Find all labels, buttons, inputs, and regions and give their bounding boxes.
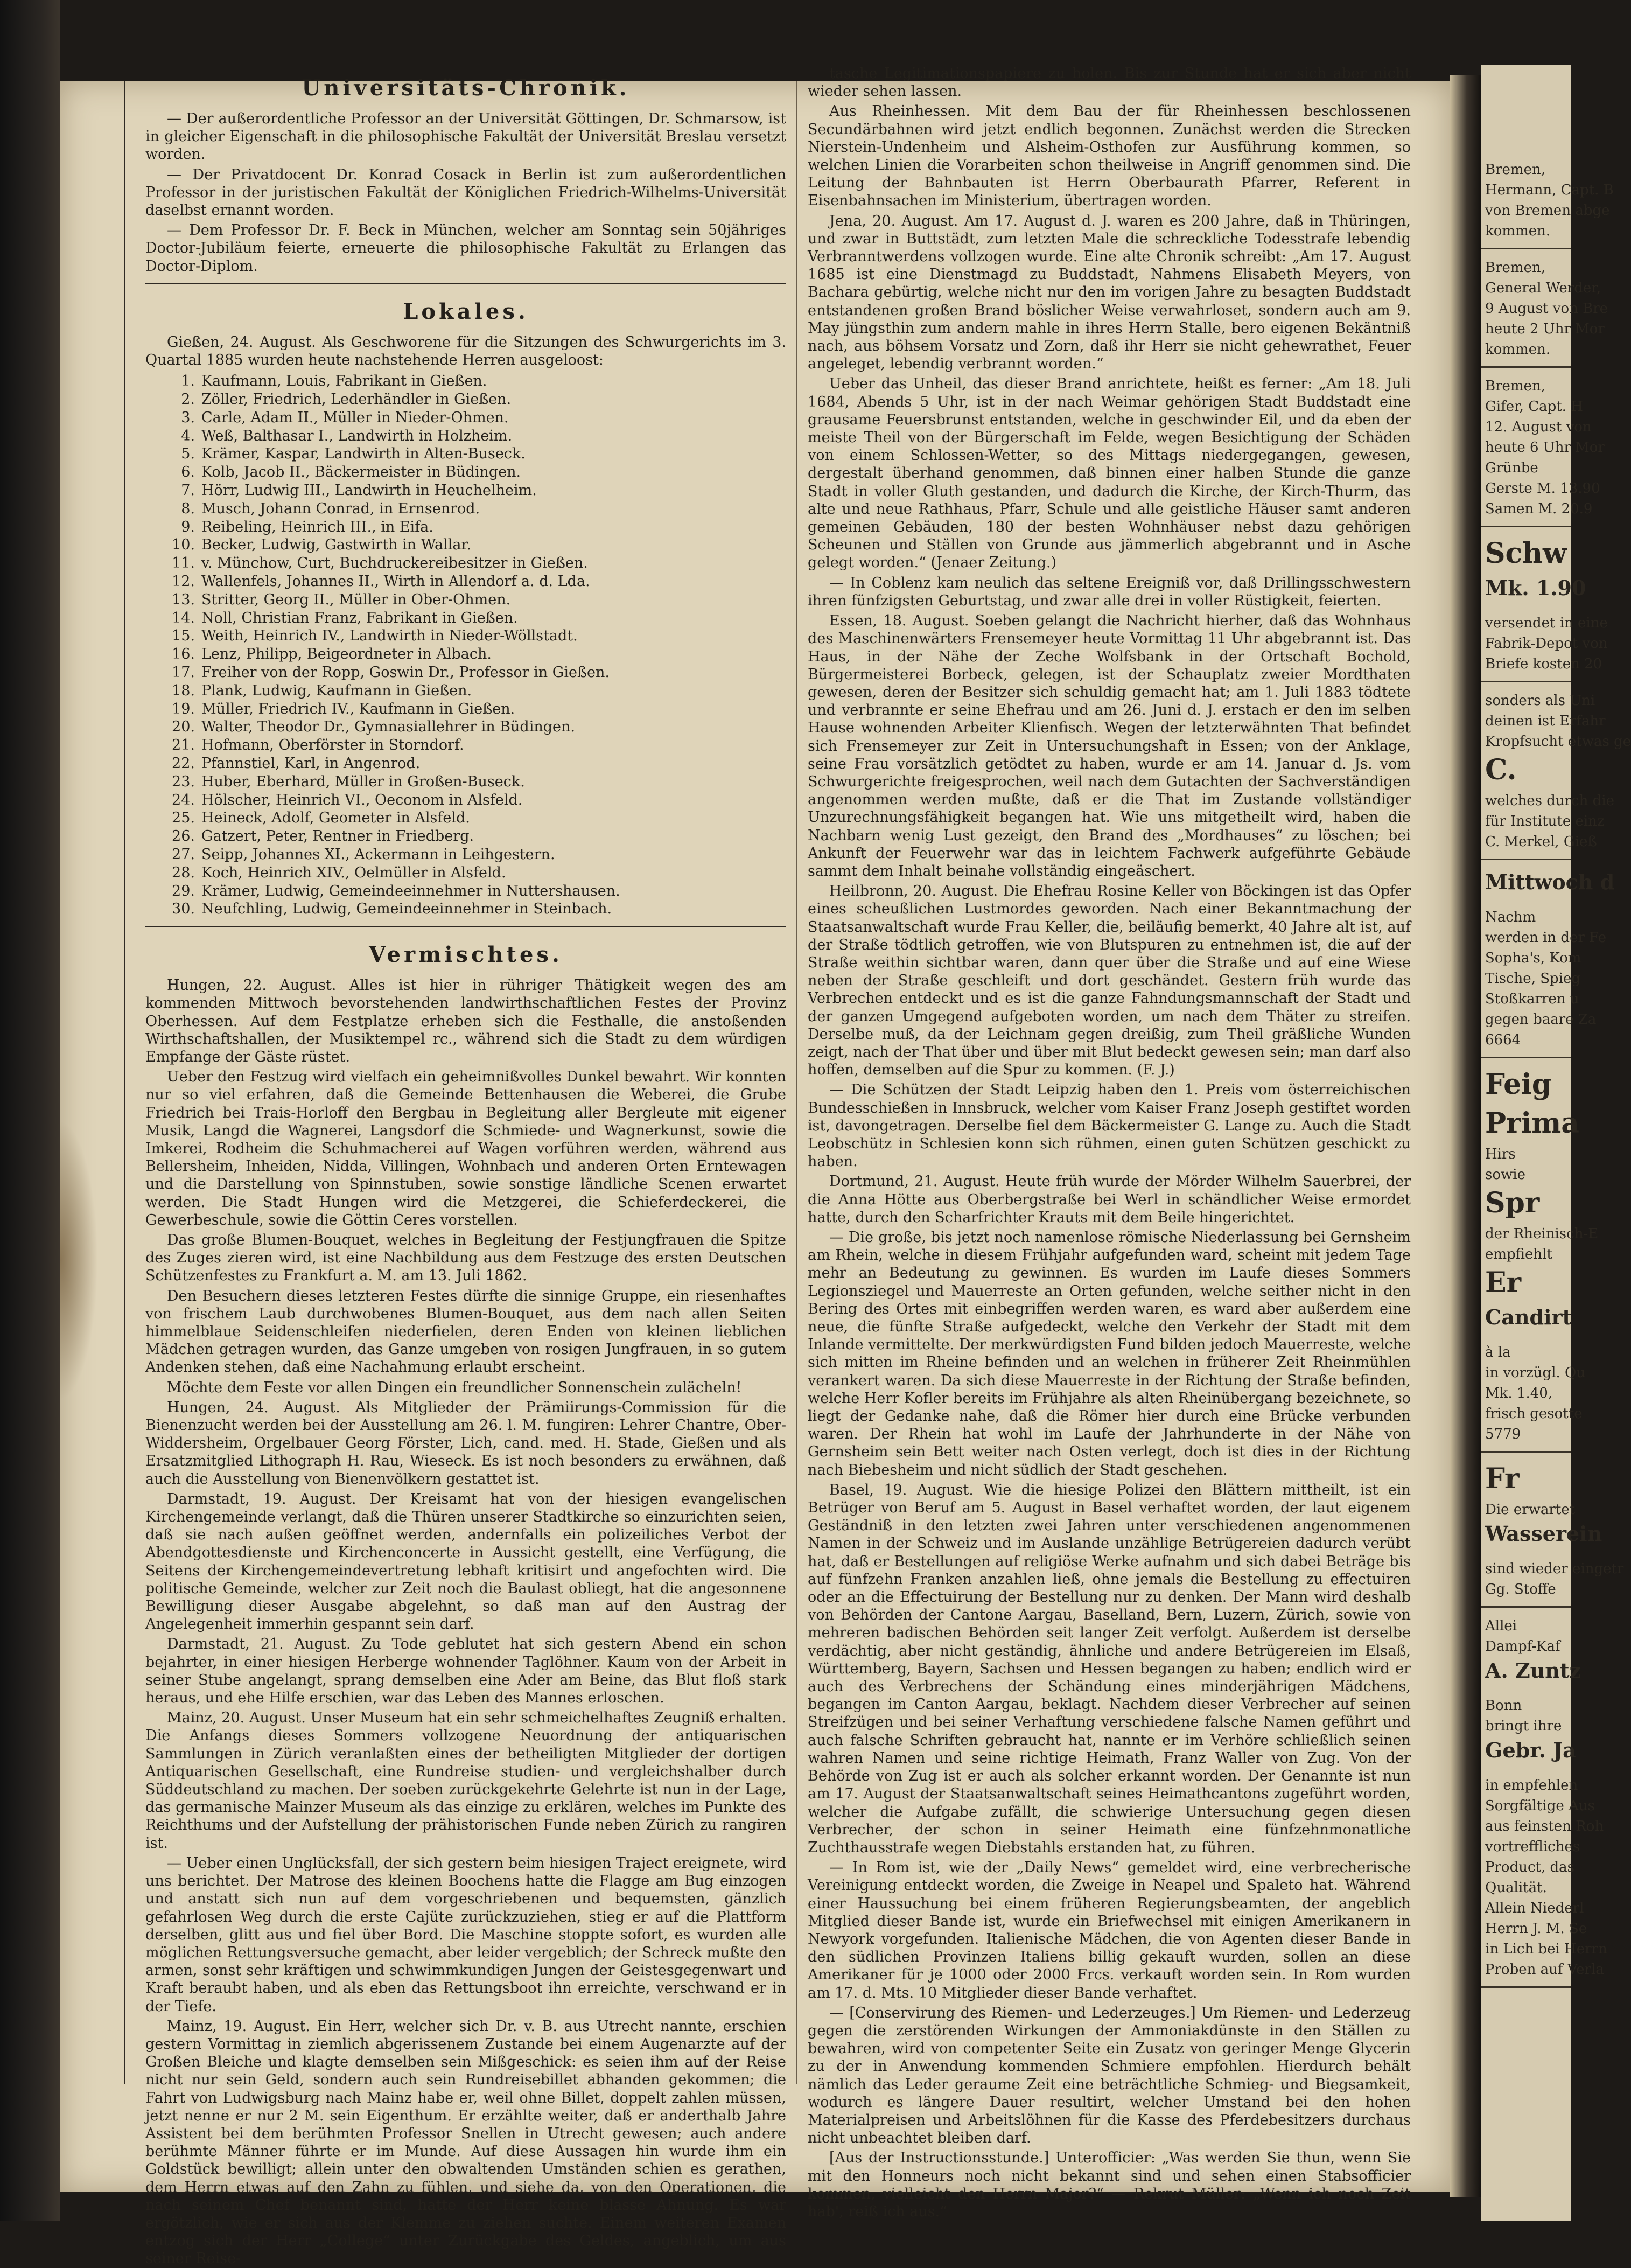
article-paragraph: — Ueber einen Unglücksfall, der sich gestern beim hiesigen Traject ereignete, wird uns berichtet. Der Matrose des kleinen Boochens hatte die Flagge am Bug einzogen und anstatt sich nun auf dem vorgeschriebenen und bequemsten, gänzlich gefahrlosen Weg durch die erste Cajüte zurückzuziehen, stieg er auf die Plattform derselben, glitt aus und fiel über Bord. Die Maschine stoppte sofort, es wurden alle möglichen Rettungsversuche gemacht, aber leider vergeblich; der Schreck mußte den armen, sonst sehr kräftigen und schwimmkundigen Jungen der Geistesgegenwart und Kraft beraubt haben, und als eben das Rettungsboot ihn erreichte, verschwand er in der Tiefe. <box>145 1854 786 2015</box>
juror-entry <box>167 700 786 718</box>
juror-name: v. Münchow, Curt, Buchdruckereibesitzer in Gießen. <box>201 555 588 572</box>
strip-rule <box>1481 526 1571 527</box>
strip-text: Bonn <box>1485 1698 1522 1714</box>
strip-text: Bremen, <box>1485 162 1545 178</box>
juror-number: 11. <box>172 555 195 572</box>
juror-name: Seipp, Johannes XI., Ackermann in Leihgestern. <box>201 846 555 863</box>
strip-text: Bremen, <box>1485 378 1545 394</box>
juror-number: 6. <box>181 464 195 481</box>
juror-number: 12. <box>172 573 195 590</box>
juror-name: Müller, Friedrich IV., Kaufmann in Gießen. <box>201 700 515 717</box>
strip-text: von Bremen abge <box>1485 203 1610 219</box>
book-binding <box>0 0 60 2221</box>
juror-number: 10. <box>172 536 195 554</box>
juror-number: 20. <box>172 718 195 736</box>
vermischtes-heading: Vermischtes. <box>369 942 563 968</box>
juror-number: 15. <box>172 627 195 645</box>
strip-text: C. <box>1485 753 1517 786</box>
juror-entry <box>167 390 786 409</box>
strip-text: kommen. <box>1485 341 1551 358</box>
juror-name: Gatzert, Peter, Rentner in Friedberg. <box>201 828 474 845</box>
article-paragraph: Basel, 19. August. Wie die hiesige Polizei den Blättern mittheilt, ist ein Betrüger von Beruf am 5. August in Basel verhaftet worden, der laut eigenem Geständniß in den letzten zwei Jahren unter verschiedenen angenommenen Namen in der Schweiz und im Auslande unzählige Betrügereien dadurch verübt hat, daß er Bestellungen auf religiöse Werke aufnahm und sich dabei Beträge bis auf fünfzehn Franken anzahlen ließ, ohne jemals die Bestellung zu effectuiren oder an die Effectuirung der Bestellung nur zu denken. Der Mann wird deshalb von Behörden der Cantone Aargau, Baselland, Bern, Luzern, Zürich, sowie von mehreren badischen Behörden seit langer Zeit verfolgt. Außerdem ist derselbe verdächtig, aber nicht geständig, ähnliche und andere Betrügereien im Elsaß, Württemberg, Bayern, Sachsen und Hessen begangen zu haben; endlich wird er auch des Verbrechens der Schändung eines minderjährigen Mädchens, begangen im Canton Aargau, beklagt. Nachdem dieser Verbrecher auf seinen Streifzügen und bei seiner Verhaftung verschiedene falsche Namen geführt und auch falsche Schriften gebraucht hat, nannte er im Verhöre schließlich seinen wahren Namen und seine richtige Heimath, Franz Waller von Zug. Von der Behörde von Zug ist er auch als solcher erkannt worden. Der Genannte ist nun am 17. August der Staatsanwaltschaft seines Heimathcantons zugeführt worden, welcher die Aufgabe zufällt, die schwierige Untersuchung gegen diesen Verbrecher, der schon in seiner Heimath eine fünfzehnmonatliche Zuchthausstrafe wegen Diebstahls erstanden hat, zu führen. <box>808 1481 1411 1856</box>
strip-text: sowie <box>1485 1167 1525 1183</box>
article-paragraph: — [Conservirung des Riemen- und Lederzeuges.] Um Riemen- und Lederzeug gegen die zerstörenden Wirkungen der Ammoniakdünste in den Ställen zu bewahren, wird von competenter Seite ein Zusatz von geringer Menge Glycerin zu der in Anwendung kommenden Schmiere empfohlen. Hierdurch behält nämlich das Leder geraume Zeit eine beträchtliche Schmieg- und Biegsamkeit, wodurch es längere Dauer resultirt, welcher Umstand bei den hohen Materialpreisen und Arbeitslöhnen für die Kasse des Pferdebesitzers durchaus nicht unbeachtet bleiben darf. <box>808 2004 1411 2147</box>
article-paragraph: Jena, 20. August. Am 17. August d. J. waren es 200 Jahre, daß in Thüringen, und zwar in Buttstädt, zum letzten Male die schreckliche Todesstrafe lebendig Verbranntwerdens vollzogen wurde. Eine alte Chronik schreibt: „Am 17. August 1685 ist eine Dienstmagd zu Buddstadt, Nahmens Elisabeth Meyers, von Bachara gebürtig, welche nicht nur den im vorigen Jahre zu besagten Buddstadt entstandenen großen Brand böslicher Weise verwahrloset, sondern auch am 9. May jüngsthin zum andern mahle in ihres Herrn Stalle, bero eigenen Bekäntniß nach, aus böhsem Vorsatz und Zorn, daß ihr Herr sie nicht gehewrathet, Feuer angeleget, lebendig verbrannt worden.“ <box>808 212 1411 373</box>
juror-number: 17. <box>172 664 195 681</box>
juror-entry <box>167 718 786 736</box>
strip-text: in empfehlen <box>1485 1777 1578 1794</box>
juror-number: 27. <box>172 846 195 863</box>
article-paragraph: — Dem Professor Dr. F. Beck in München, welcher am Sonntag sein 50jähriges Doctor-Jubiläum feierte, erneuerte die philosophische Fakultät zu Erlangen das Doctor-Diplom. <box>145 222 786 275</box>
juror-number: 23. <box>172 773 195 790</box>
strip-text: 6664 <box>1485 1032 1521 1048</box>
strip-text: Allei <box>1485 1618 1517 1634</box>
left-column <box>145 65 786 2267</box>
strip-rule <box>1481 1057 1571 1058</box>
juror-number: 21. <box>172 737 195 754</box>
article-paragraph: Möchte dem Feste vor allen Dingen ein freundlicher Sonnenschein zulächeln! <box>167 1379 742 1396</box>
juror-number: 2. <box>181 391 195 408</box>
juror-name: Krämer, Ludwig, Gemeindeeinnehmer in Nuttershausen. <box>201 882 620 899</box>
juror-entry <box>167 372 786 390</box>
lokales-heading: Lokales. <box>403 298 529 324</box>
juror-name: Koch, Heinrich XIV., Oelmüller in Alsfeld. <box>201 864 506 881</box>
strip-text: 9 August von Bre <box>1485 301 1608 317</box>
strip-text: Stoßkarren u <box>1485 991 1579 1007</box>
strip-rule <box>1481 681 1571 682</box>
strip-text: A. Zuntz <box>1485 1658 1581 1683</box>
strip-text: für Institute einz <box>1485 813 1605 829</box>
strip-text: Hermann, Capt. B <box>1485 182 1614 198</box>
juror-name: Plank, Ludwig, Kaufmann in Gießen. <box>201 682 472 699</box>
juror-number: 26. <box>172 828 195 845</box>
article-paragraph: — Die Schützen der Stadt Leipzig haben den 1. Preis vom österreichischen Bundesschießen in Innsbruck, welcher vom Kaiser Franz Joseph gestiftet worden ist, davongetragen. Derselbe fiel dem Bäckermeister G. Lange zu. Auch die Stadt Leobschütz in Schlesien konn sich rühmen, einen guten Schützen geschickt zu haben. <box>808 1081 1411 1170</box>
juror-entry <box>167 736 786 755</box>
juror-entry <box>167 445 786 463</box>
article-paragraph: [Aus der Instructionsstunde.] Unterofficier: „Was werden Sie thun, wenn Sie mit den Honneurs noch nicht bekannt sind und sehen einen Stabsofficier kommen, vielleicht den Herrn Major?“ — Rekrut Müller: „Wenn ich noch Zeit hab', reiß ich aus.“ <box>808 2150 1411 2220</box>
article-paragraph: — Die große, bis jetzt noch namenlose römische Niederlassung bei Gernsheim am Rhein, welche in diesem Frühjahr aufgefunden ward, scheint mit jedem Tage mehr an Bedeutung zu gewinnen. Es wurden im Laufe dieses Sommers Legionsziegel und Mauerreste an Orten gefunden, welche seither nicht in den Bering des Ortes mit einbegriffen werden waren, es ward aber außerdem eine neue, die fünfte Straße aufgedeckt, welche den Verkehr der Stadt mit dem Inlande vermittelte. Der merkwürdigsten Fund bilden jedoch Mauerreste, welche sich mitten im Rheine befinden und an welchen in früherer Zeit Rheinmühlen verankert waren. Da sich diese Mauerreste in der Richtung der Straße befinden, welche Herr Kofler bereits im Frühjahre als alten Rheinübergang bezeichnete, so liegt der Gedanke nahe, daß die Römer hier durch eine Brücke verbunden waren. Der Rhein hat wohl im Laufe der Jahrhunderte in der Nähe von Gernsheim sein Bett weiter nach Osten verlegt, doch ist dies in der Richtung nach Biebesheim und nicht südlich der Stadt geschehen. <box>808 1229 1411 1478</box>
strip-text: Grünbe <box>1485 460 1538 476</box>
juror-entry <box>167 664 786 682</box>
juror-name: Hörr, Ludwig III., Landwirth in Heuchelheim. <box>201 482 537 499</box>
strip-text: Kropfsucht etwas ge <box>1485 734 1631 750</box>
strip-text: sind wieder eingetr <box>1485 1561 1624 1577</box>
juror-name: Wallenfels, Johannes II., Wirth in Allendorf a. d. Lda. <box>201 573 590 590</box>
juror-list <box>167 372 786 918</box>
strip-text: heute 6 Uhr Mor <box>1485 439 1605 456</box>
strip-text: Dampf-Kaf <box>1485 1638 1560 1655</box>
strip-rule <box>1481 248 1571 249</box>
article-paragraph: Darmstadt, 21. August. Zu Tode geblutet hat sich gestern Abend ein schon bejahrter, in einer hiesigen Herberge wohnender Taglöhner. Kaum von der Arbeit in seiner Stube angelangt, sprang demselben eine Ader am Beine, das Blut floß stark heraus, und ehe Hilfe erschien, war das Leben des Mannes erloschen. <box>145 1636 786 1707</box>
article-paragraph: Dortmund, 21. August. Heute früh wurde der Mörder Wilhelm Sauerbrei, der die Anna Hötte aus Oberbergstraße bei Werl in schändlicher Weise ermordet hatte, durch den Scharfrichter Krauts mit dem Beile hingerichtet. <box>808 1173 1411 1226</box>
strip-text: Er <box>1485 1266 1522 1299</box>
juror-name: Pfannstiel, Karl, in Angenrod. <box>201 755 421 772</box>
strip-text: Mittwoch d <box>1485 870 1615 894</box>
juror-name: Walter, Theodor Dr., Gymnasiallehrer in Büdingen. <box>201 718 575 736</box>
strip-rule <box>1481 366 1571 368</box>
juror-entry <box>167 573 786 591</box>
strip-text: der Rheinisch-E <box>1485 1226 1599 1242</box>
juror-number: 25. <box>172 809 195 827</box>
article-paragraph: Ueber den Festzug wird vielfach ein geheimnißvolles Dunkel bewahrt. Wir konnten nur so viel erfahren, daß die Gemeinde Bettenhausen die Weberei, die Grube Friedrich bei Trais-Horloff den Bergbau in Begleitung aller Bergleute mit eigener Musik, Langd die Wagnerei, Langsdorf die Schmiede- und Wagnerkunst, sowie die Imkerei, Rodheim die Schuhmacherei auf Wagen vorführen werden, während aus Bellersheim, Inheiden, Nidda, Villingen, Wohnbach und anderen Orten Erntewagen und die Darstellung von Spinnstuben, sowie sonstige ländliche Scenen erwartet werden. Die Stadt Hungen wird die Metzgerei, die Schieferdeckerei, die Gewerbeschule, sowie die Göttin Ceres vorstellen. <box>145 1069 786 1229</box>
strip-rule <box>1481 1451 1571 1453</box>
strip-text: Gifer, Capt. H <box>1485 399 1583 415</box>
article-paragraph: Hungen, 24. August. Als Mitglieder der Prämiirungs-Commission für die Bienenzucht werden bei der Ausstellung am 26. l. M. fungiren: Lehrer Chantre, Ober-Widdersheim, Orgelbauer Georg Förster, Lich, cand. med. H. Stade, Gießen und als Ersatzmitglied Lithograph H. Rau, Wieseck. Es ist noch besonders zu erwähnen, daß auch die Ausstellung von Bienenvölkern gestattet ist. <box>145 1399 786 1488</box>
juror-number: 22. <box>172 755 195 772</box>
juror-name: Neufchling, Ludwig, Gemeindeeinnehmer in Steinbach. <box>201 901 612 918</box>
article-paragraph: Hungen, 22. August. Alles ist hier in rühriger Thätigkeit wegen des am kommenden Mittwoch bevorstehenden landwirthschaftlichen Festes der Provinz Oberhessen. Auf dem Festplatze erheben sich die Festhalle, die anstoßenden Wirthschaftshallen, der Musiktempel rc., während sich die Stadt zu dem würdigen Empfange der Gäste rüstet. <box>145 977 786 1065</box>
strip-text: Feig <box>1485 1068 1552 1101</box>
juror-entry <box>167 791 786 809</box>
juror-entry <box>167 755 786 773</box>
juror-name: Kaufmann, Louis, Fabrikant in Gießen. <box>201 373 487 390</box>
strip-text: welches durch die <box>1485 793 1614 809</box>
juror-entry <box>167 609 786 627</box>
juror-entry <box>167 645 786 664</box>
juror-name: Huber, Eberhard, Müller in Großen-Buseck. <box>201 773 525 790</box>
article-paragraph: Ueber das Unheil, das dieser Brand anrichtete, heißt es ferner: „Am 18. Juli 1684, Abends 5 Uhr, ist in der nach Weimar gehörigen Stadt Buddstadt eine grausame Feuersbrunst entstanden, welche in geschwinder Eil, und da eben der meiste Theil von der Bürgerschaft im Felde, wegen Besichtigung der Schäden von einem Schlossen-Wetter, so des Mittags niedergegangen, gewesen, dergestalt überhand genommen, daß binnen einer halben Stunde die ganze Stadt in voller Gluth gestanden, und dadurch die Kirche, der Kirch-Thurm, das alte und neue Rathhaus, Pfarr, Schule und alle geistliche Häuser samt anderen gemeinen Gebäuden, 180 der besten Wohnhäuser nebst dazu gehörigen Scheunen und Ställen von Grunde aus jämmerlich abgebrannt und in Asche gelegt worden.“ (Jenaer Zeitung.) <box>808 375 1411 571</box>
lokales-intro: Gießen, 24. August. Als Geschworene für die Sitzungen des Schwurgerichts im 3. Quartal 1885 wurden heute nachstehende Herren ausgeloost: <box>145 333 786 369</box>
strip-text: in Lich bei Herrn <box>1485 1941 1607 1957</box>
strip-text: Prima <box>1485 1107 1579 1140</box>
strip-text: bringt ihre <box>1485 1718 1562 1734</box>
strip-text: Allein Niederl <box>1485 1900 1584 1916</box>
juror-number: 5. <box>181 445 195 463</box>
strip-text: deinen ist Erfahr <box>1485 713 1606 729</box>
juror-entry <box>167 827 786 846</box>
strip-text: 12. August von <box>1485 419 1592 435</box>
juror-entry <box>167 882 786 901</box>
paper-stain <box>60 1120 98 1400</box>
juror-entry <box>167 554 786 573</box>
juror-number: 4. <box>181 427 195 444</box>
juror-entry <box>167 627 786 645</box>
juror-number: 8. <box>181 500 195 517</box>
strip-text: Sopha's, Kom <box>1485 950 1581 966</box>
strip-text: Gerste M. 13.90 <box>1485 480 1600 497</box>
juror-entry <box>167 536 786 554</box>
juror-number: 9. <box>181 518 195 535</box>
juror-entry <box>167 500 786 518</box>
strip-text: Hirs <box>1485 1146 1516 1162</box>
strip-text: General Werder, <box>1485 280 1601 296</box>
juror-name: Heineck, Adolf, Geometer in Alsfeld. <box>201 809 470 827</box>
juror-entry <box>167 682 786 700</box>
strip-text: Qualität. <box>1485 1880 1547 1896</box>
strip-text: werden in der Fe <box>1485 930 1607 946</box>
juror-number: 29. <box>172 882 195 899</box>
juror-name: Becker, Ludwig, Gastwirth in Wallar. <box>201 536 472 554</box>
juror-entry <box>167 463 786 481</box>
strip-text: Tische, Spieg <box>1485 971 1581 987</box>
juror-name: Noll, Christian Franz, Fabrikant in Gießen. <box>201 609 518 626</box>
strip-text: aus feinsten Roh <box>1485 1818 1604 1834</box>
juror-entry <box>167 409 786 427</box>
strip-text: C. Merkel, Gieß <box>1485 834 1597 850</box>
juror-entry <box>167 809 786 827</box>
strip-text: Sorgfältige Aus <box>1485 1798 1595 1814</box>
strip-rule <box>1481 1606 1571 1608</box>
vermischtes-text <box>145 976 786 2267</box>
juror-entry <box>167 427 786 445</box>
strip-text: heute 2 Uhr Mor <box>1485 321 1605 337</box>
strip-text: Briefe kosten 20 <box>1485 656 1602 672</box>
juror-entry <box>167 518 786 536</box>
article-paragraph: — In Coblenz kam neulich das seltene Ereigniß vor, daß Drillingsschwestern ihren fünfzigsten Geburtstag, und zwar alle drei in voller Rüstigkeit, feierten. <box>808 574 1411 609</box>
strip-text: Fabrik-Depot von <box>1485 636 1608 652</box>
strip-text: 5779 <box>1485 1426 1521 1442</box>
article-paragraph: Mainz, 19. August. Ein Herr, welcher sich Dr. v. B. aus Utrecht nannte, erschien gestern Vormittag in ziemlich abgerissenem Zustande bei einem Augenarzte auf der Großen Bleiche und klagte demselben sein Mißgeschick: es seien ihm auf der Reise nicht nur sein Geld, sondern auch sein Rundreisebillet abhanden gekommen; die Fahrt von Ludwigsburg nach Mainz habe er, weil ohne Billet, doppelt zahlen müssen, jetzt nenne er nur 2 M. sein Eigenthum. Er erzählte weiter, daß er anderthalb Jahre Assistent bei dem berühmten Professor Snellen in Utrecht gewesen; auch andere berühmte Männer führte er im Munde. Auf diese Aussagen hin wurde ihm ein Goldstück bewilligt; allein unter den obwaltenden Umständen schien es gerathen, dem Herrn etwas auf den Zahn zu fühlen, und siehe da, von den Operationen, die nach seinem Chef benannt sind, hatte der Herr keine blasse Ahnung. Es war ergötzlich, wie er sich aus der Klemme zu ziehen suchte. Einem weiteren Examen entzog sich der Herr „College“ unter Zurückgabe des Geldes, angeblich, um aus seiner Reise- <box>145 2018 786 2267</box>
juror-name: Kolb, Jacob II., Bäckermeister in Büdingen. <box>201 464 521 481</box>
juror-name: Weß, Balthasar I., Landwirth in Holzheim. <box>201 427 513 444</box>
juror-name: Lenz, Philipp, Beigeordneter in Albach. <box>201 646 492 663</box>
strip-text: Product, das <box>1485 1859 1574 1875</box>
left-margin-rule <box>124 81 125 2084</box>
juror-number: 1. <box>181 373 195 390</box>
article-paragraph: — In Rom ist, wie der „Daily News“ gemeldet wird, eine verbrecherische Vereinigung entdeckt worden, die Zweige in Neapel und Spaleto hat. Während einer Haussuchung bei einem früheren Regierungsbeamten, der angeblich Mitglied dieser Bande ist, wurde ein Briefwechsel mit einigen Amerikanern in Newyork vorgefunden. Italienische Mädchen, die von Agenten dieser Bande in den südlichen Provinzen Italiens billig gekauft wurden, sollen an diese Amerikaner für je 1000 oder 2000 Frcs. verkauft worden sein. In Rom wurden am 17. d. Mts. 10 Mitglieder dieser Bande verhaftet. <box>808 1859 1411 2001</box>
juror-number: 19. <box>172 700 195 717</box>
section-rule <box>145 283 786 288</box>
juror-entry <box>167 773 786 791</box>
universitaets-chronik-text <box>145 110 786 275</box>
article-paragraph: Aus Rheinhessen. Mit dem Bau der für Rheinhessen beschlossenen Secundärbahnen wird jetzt endlich begonnen. Zunächst werden die Strecken Nierstein-Undenheim und Alsheim-Osthofen zur Ausführung kommen, so welchen Linien die Vorarbeiten schon theilweise in Angriff genommen sind. Die Leitung der Bahnbauten ist Herrn Oberbaurath Pfarrer, Referent in Eisenbahnsachen im Ministerium, übertragen worden. <box>808 103 1411 210</box>
article-paragraph: — Der Privatdocent Dr. Konrad Cosack in Berlin ist zum außerordentlichen Professor in der juristischen Fakultät der Königlichen Friedrich-Wilhelms-Universität daselbst ernannt worden. <box>145 166 786 219</box>
strip-text: Herrn J. M. Se <box>1485 1921 1587 1937</box>
juror-name: Hofmann, Oberförster in Storndorf. <box>201 737 464 754</box>
juror-entry <box>167 864 786 882</box>
juror-number: 30. <box>172 901 195 918</box>
page-gutter <box>1450 75 1481 2197</box>
universitaets-chronik-heading: Universitäts-Chronik. <box>302 75 630 101</box>
strip-text: à la <box>1485 1344 1511 1360</box>
juror-name: Zöller, Friedrich, Lederhändler in Gießen. <box>201 391 512 408</box>
juror-number: 16. <box>172 646 195 663</box>
article-paragraph: Essen, 18. August. Soeben gelangt die Nachricht hierher, daß das Wohnhaus des Maschinenwärters Frensemeyer heute Vormittag 11 Uhr abgebrannt ist. Das Haus, in der Nähe der Zeche Wolfsbank in der Ortschaft Bochold, Bürgermeisterei Borbeck, gelegen, ist der Schauplatz zweier Mordthaten gewesen, deren der Besitzer sich schuldig gemacht hat; am 1. Juli 1883 tödtete und verbrannte er seine Ehefrau und am 26. Juni d. J. erstach er den im selben Hause wohnenden Arbeiter Klienfisch. Wegen der letzterwähnten That befindet sich Frensemeyer zur Zeit in Untersuchungshaft in Essen; von der Anklage, seine Frau vorsätzlich getödtet zu haben, wurde er am 14. Januar d. Js. vom Schwurgerichte freigesprochen, weil nach dem Gutachten der Sachverständigen angenommen werden mußte, daß er die That im Zustande vollständiger Unzurechnungsfähigkeit begangen hat. Wie uns mitgetheilt wird, haben die Nachbarn wenig Lust gezeigt, den Brand des „Mordhauses“ zu löschen; bei Ankunft der Feuerwehr war das in leichtem Fachwerk aufgeführte Gebäude sammt dem Inhalt beinahe vollständig eingeäschert. <box>808 612 1411 880</box>
strip-text: Schw <box>1485 537 1567 570</box>
juror-name: Reibeling, Heinrich III., in Eifa. <box>201 518 433 535</box>
strip-text: Bremen, <box>1485 260 1545 276</box>
strip-text: Gebr. Ja <box>1485 1738 1576 1762</box>
strip-text: versendet in eine <box>1485 615 1608 631</box>
juror-name: Krämer, Kaspar, Landwirth in Alten-Buseck. <box>201 445 526 463</box>
adjacent-page-strip <box>1481 65 1631 2221</box>
right-column-text <box>808 65 1411 2221</box>
juror-entry <box>167 846 786 864</box>
strip-text: Mk. 1.90 <box>1485 576 1586 600</box>
juror-name: Musch, Johann Conrad, in Ernsenrod. <box>201 500 480 517</box>
juror-entry <box>167 481 786 500</box>
juror-number: 3. <box>181 409 195 426</box>
article-paragraph: Den Besuchern dieses letzteren Festes dürfte die sinnige Gruppe, ein riesenhaftes von frischem Laub durchwobenes Blumen-Bouquet, aus dem nach allen Seiten himmelblaue Seidenschleifen niederfielen, deren Enden von kleinen lieblichen Mädchen getragen wurden, das Ganze umgeben von rosigen Jungfrauen, in so gutem Andenken stehen, daß eine Nachahmung erlaubt erscheint. <box>145 1287 786 1376</box>
strip-text: Spr <box>1485 1187 1540 1219</box>
juror-name: Weith, Heinrich IV., Landwirth in Nieder-Wöllstadt. <box>201 627 578 645</box>
juror-name: Hölscher, Heinrich VI., Oeconom in Alsfeld. <box>201 791 523 808</box>
juror-entry <box>167 900 786 918</box>
juror-number: 24. <box>172 791 195 808</box>
juror-name: Stritter, Georg II., Müller in Ober-Ohmen. <box>201 591 511 608</box>
juror-number: 13. <box>172 591 195 608</box>
right-column <box>808 65 1411 2220</box>
juror-number: 14. <box>172 609 195 626</box>
strip-text: frisch gesotte <box>1485 1406 1583 1422</box>
column-divider <box>796 81 797 2084</box>
juror-name: Freiher von der Ropp, Goswin Dr., Professor in Gießen. <box>201 664 610 681</box>
juror-number: 28. <box>172 864 195 881</box>
article-paragraph: Das große Blumen-Bouquet, welches in Begleitung der Festjungfrauen die Spitze des Zuges zieren wird, ist eine Nachbildung aus dem Festzuge des ersten Deutschen Schützenfestes zu Frankfurt a. M. am 13. Juli 1862. <box>145 1231 786 1285</box>
section-rule <box>145 926 786 931</box>
juror-name: Carle, Adam II., Müller in Nieder-Ohmen. <box>201 409 509 426</box>
strip-text: Wasserein <box>1485 1522 1602 1546</box>
juror-number: 7. <box>181 482 195 499</box>
article-paragraph: — Der außerordentliche Professor an der Universität Göttingen, Dr. Schmarsow, ist in gleicher Eigenschaft in die philosophische Fakultät der Universität Breslau versetzt worden. <box>145 110 786 163</box>
article-paragraph: Heilbronn, 20. August. Die Ehefrau Rosine Keller von Böckingen ist das Opfer eines scheußlichen Lustmordes geworden. Nach einer Bekanntmachung der Staatsanwaltschaft wurde Frau Keller, die, beiläufig bemerkt, 40 Jahre alt ist, auf der Straße tödtlich getroffen, wie von Blutspuren zu entnehmen ist, die auf der Straße weithin sichtbar waren, dann quer über die Straße und auf eine Wiese neben der Straße geschleift und dort geschändet. Gestern früh wurde das Verbrechen entdeckt und es ist die ganze Fahndungsmannschaft der Stadt und der ganzen Umgegend aufgeboten worden, um nach dem Thäter zu streifen. Derselbe muß, da der Leichnam gegen dreißig, zum Theil gräßliche Wunden zeigt, nach der That über und über mit Blut bedeckt gewesen sein; man darf also hoffen, demselben auf die Spur zu kommen. (F. J.) <box>808 883 1411 1079</box>
strip-text: Nachm <box>1485 909 1536 925</box>
article-paragraph: tasche Legitimationspapiere zu holen. Bis zur Stunde hat er sich aber nicht wieder sehen lassen. <box>808 65 1411 100</box>
strip-text: kommen. <box>1485 223 1551 239</box>
strip-text: empfiehlt <box>1485 1246 1552 1262</box>
strip-rule <box>1481 1986 1571 1988</box>
strip-text: Fr <box>1485 1462 1520 1495</box>
juror-entry <box>167 591 786 609</box>
strip-text: Gg. Stoffe <box>1485 1581 1556 1597</box>
strip-text: in vorzügl. Qu <box>1485 1365 1586 1381</box>
juror-number: 18. <box>172 682 195 699</box>
strip-text: Candirt <box>1485 1305 1572 1329</box>
strip-text: Mk. 1.40, <box>1485 1385 1553 1401</box>
strip-text: gegen baare Za <box>1485 1011 1597 1028</box>
strip-text: Die erwartet <box>1485 1502 1576 1518</box>
strip-text: Proben auf Verla <box>1485 1962 1604 1978</box>
strip-text: Samen M. 20.9 <box>1485 501 1593 517</box>
article-paragraph: Darmstadt, 19. August. Der Kreisamt hat von der hiesigen evangelischen Kirchengemeinde verlangt, daß die Thüren unserer Stadtkirche so einzurichten seien, daß sie nach außen geöffnet werden, andernfalls ein polizeiliches Verbot der Abendgottesdienste und Kirchenconcerte in Aussicht gestellt, eine Verfügung, die Seitens der Kirchengemeindevertretung lebhaft kritisirt und angefochten wird. Die politische Gemeinde, welcher zur Zeit noch die Baulast obliegt, hat die angesonnene Bewilligung dieser Ausgabe abgelehnt, so daß man auf den Austrag der Angelegenheit immerhin gespannt sein darf. <box>145 1490 786 1633</box>
strip-rule <box>1481 859 1571 860</box>
strip-text: vortreffliches <box>1485 1839 1580 1855</box>
strip-text: sonders als Uni <box>1485 693 1595 709</box>
article-paragraph: Mainz, 20. August. Unser Museum hat ein sehr schmeichelhaftes Zeugniß erhalten. Die Anfangs dieses Sommers vollzogene Neuordnung der antiquarischen Sammlungen in Zürich veranlaßten eines der betheiligten Mitglieder der dortigen Antiquarischen Gesellschaft, eine Rundreise studien- und vergleichshalber durch Süddeutschland zu machen. Der soeben zurückgekehrte Gelehrte ist nun in der Lage, das germanische Mainzer Museum als das einzige zu erklären, welches im Punkte des Reichthums und der Aufstellung der prähistorischen Funde neben Zürich zu rangiren ist. <box>145 1709 786 1852</box>
